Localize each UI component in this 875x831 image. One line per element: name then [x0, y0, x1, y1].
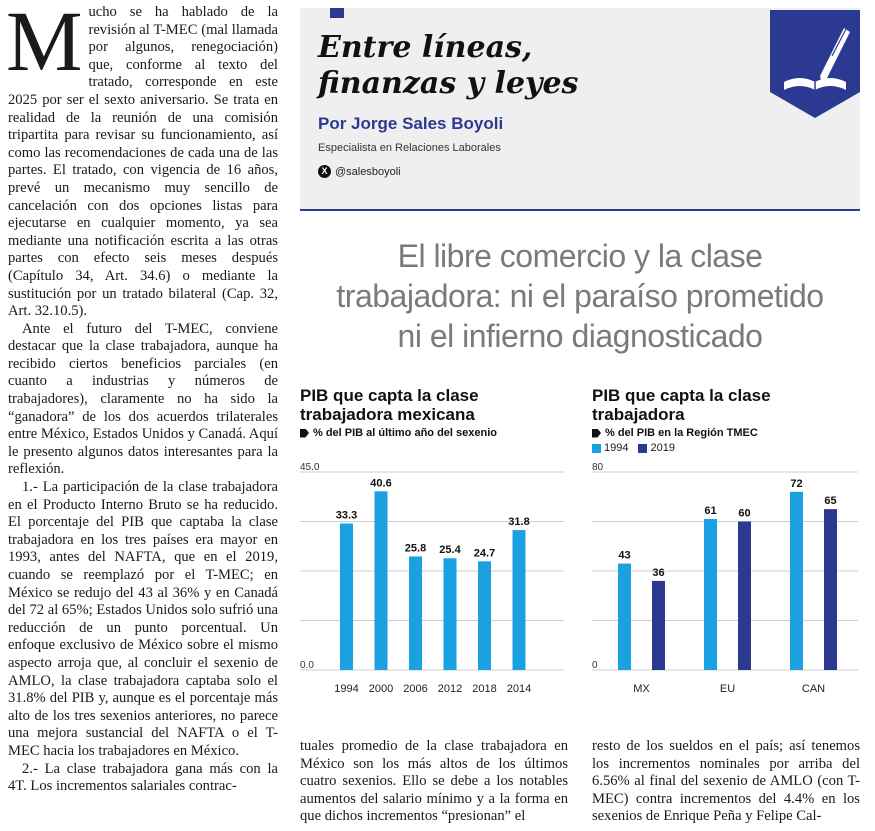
article-right-column	[592, 738, 860, 826]
arrow-tag-icon	[300, 429, 309, 438]
column-title	[318, 30, 578, 102]
chart1-subtitle-text: % del PIB al último año del sexenio	[313, 427, 497, 439]
arrow-tag-icon	[592, 429, 601, 438]
y-tick-label: 45.0	[300, 462, 320, 473]
article-middle-column	[300, 738, 568, 826]
legend-item-1994: 1994	[592, 442, 628, 454]
x-tick-label: EU	[719, 683, 736, 695]
data-label: 31.8	[508, 516, 530, 529]
article-paragraph-3: 1.- La participación de la clase trabajadora en el Producto Interno Bruto se ha reducido. El porcentaje del PIB que captaba la clase trabajadora en los tres países era mayor en 1993, antes del NAFTA, que en el 2019, cuando se reemplazó por el T-MEC; en México se redujo del 43 al 36% y en Canadá del 72 al 65%; Estados Unidos solo sufrió una reducción de un punto porcentual. Un enfoque exclusivo de México sobre el mismo aspecto arroja que, al concluir el sexenio de AMLO, la clase trabajadora captaba solo el 31.8% del PIB y, aunque es el porcentaje más alto de los tres sexenios anteriores, no parece una mejora sustancial del NAFTA o el T-MEC hacia los trabajadores en México.	[8, 479, 278, 759]
bar-2014	[513, 530, 526, 670]
x-tick-label: 1994	[334, 683, 359, 695]
column-title-line-1: Entre líneas,	[318, 30, 533, 65]
header-divider	[300, 209, 860, 211]
social-handle-text: @salesboyoli	[335, 165, 401, 178]
author-role: Especialista en Relaciones Laborales	[318, 142, 501, 154]
chart2-subtitle-text: % del PIB en la Región TMEC	[605, 427, 758, 439]
header-accent-tab	[330, 8, 344, 18]
data-label: 25.4	[439, 544, 461, 557]
data-label: 43	[618, 549, 631, 562]
article-paragraph-2: Ante el futuro del T-MEC, conviene destacar que la clase trabajadora, aunque ha recibido ciertos beneficios parciales (en cuanto a industrias y números de trabajadores), claramente no ha sido la “ganadora” de los dos acuerdos trilaterales entre México, Estados Unidos y Canadá. Aquí le presento algunos datos interesantes para la reflexión.	[8, 320, 278, 478]
bar-2018	[478, 561, 491, 670]
article-headline	[300, 236, 860, 356]
article-middle-text: tuales promedio de la clase trabajadora en México son los más altos de los últimos cuatro sexenios. Ello se debe a los notables aumentos del salario mínimo y a la forma en que dichos incrementos “presionan” el	[300, 738, 568, 825]
data-label: 40.6	[370, 477, 392, 490]
article-left-column	[6, 0, 278, 796]
data-label: 33.3	[335, 509, 358, 522]
data-label: 36	[652, 566, 665, 579]
x-tick-label: 2006	[403, 683, 428, 695]
chart2-subtitle	[592, 427, 758, 439]
bar-2000	[375, 491, 388, 670]
social-handle[interactable]	[318, 165, 401, 178]
bar-CAN-2019	[824, 509, 837, 670]
bar-2006	[409, 556, 422, 670]
x-tick-label: 2018	[472, 683, 497, 695]
x-tick-label: MX	[633, 683, 650, 695]
x-icon: X	[318, 165, 331, 178]
bar-EU-1994	[704, 519, 717, 670]
article-right-text: resto de los sueldos en el país; así tenemos los incrementos nominales por arriba del 6.56% al final del sexenio de AMLO (con T-MEC) contra incrementos del 4.4% en los sexenios de Enrique Peña y Felipe Cal-	[592, 738, 860, 825]
x-tick-label: 2014	[506, 683, 532, 695]
bar-MX-1994	[618, 564, 631, 670]
bar-MX-2019	[652, 581, 665, 670]
data-label: 65	[824, 495, 837, 508]
chart2-title: PIB que capta la clase trabajadora	[592, 386, 771, 424]
bar-EU-2019	[738, 522, 751, 671]
headline-line-1: El libre comercio y la clase	[397, 238, 763, 274]
drop-cap: M	[6, 0, 83, 89]
chart2-legend	[592, 442, 675, 454]
column-title-line-2: finanzas y leyes	[318, 66, 579, 101]
y-tick-label: 0	[592, 660, 598, 671]
bar-CAN-1994	[790, 492, 803, 670]
chart2-bar-chart	[588, 460, 862, 700]
author-name: Por Jorge Sales Boyoli	[318, 114, 504, 133]
headline-line-2: trabajadora: ni el paraíso prometido	[336, 278, 824, 314]
x-tick-label: CAN	[801, 683, 826, 695]
data-label: 72	[790, 477, 803, 490]
data-label: 24.7	[473, 547, 496, 560]
bar-1994	[340, 523, 353, 670]
x-tick-label: 2012	[437, 683, 463, 695]
chart1-subtitle	[300, 427, 497, 439]
article-paragraph-1: ucho se ha hablado de la revisión al T-MEC (mal llamada por algunos, renegociación) que, conforme al texto del tratado, corresponde en este 2025 por ser el sexto aniversario. Se trata en realidad de la reunión de una comisión tripartita para revisar su funcionamiento, así como las recomendaciones de cada una de las partes. El tratado, con vigencia de 16 años, prevé un mecanismo muy sencillo de cancelación con dos opciones listas para ejecutarse en cualquier momento, ya sea mediante una notificación escrita a las otras partes con efecto seis meses después (Capítulo 34, Art. 34.6) o mediante la sustitución por un tratado bilateral (Cap. 32, Art. 32.10.5).	[8, 4, 278, 320]
x-tick-label: 2000	[368, 683, 394, 695]
chart1-title: PIB que capta la clase trabajadora mexicana	[300, 386, 479, 424]
pen-book-logo-icon	[770, 10, 860, 120]
y-tick-label: 80	[592, 462, 604, 473]
legend-item-2019: 2019	[638, 442, 674, 454]
data-label: 60	[738, 507, 751, 520]
article-paragraph-4: 2.- La clase trabajadora gana más con la 4T. Los incrementos salariales contrac-	[8, 760, 278, 795]
y-tick-label: 0.0	[300, 660, 314, 671]
chart1-bar-chart	[296, 460, 568, 700]
data-label: 61	[704, 505, 717, 518]
bar-2012	[444, 558, 457, 670]
data-label: 25.8	[404, 542, 427, 555]
headline-line-3: ni el infierno diagnosticado	[397, 318, 763, 354]
